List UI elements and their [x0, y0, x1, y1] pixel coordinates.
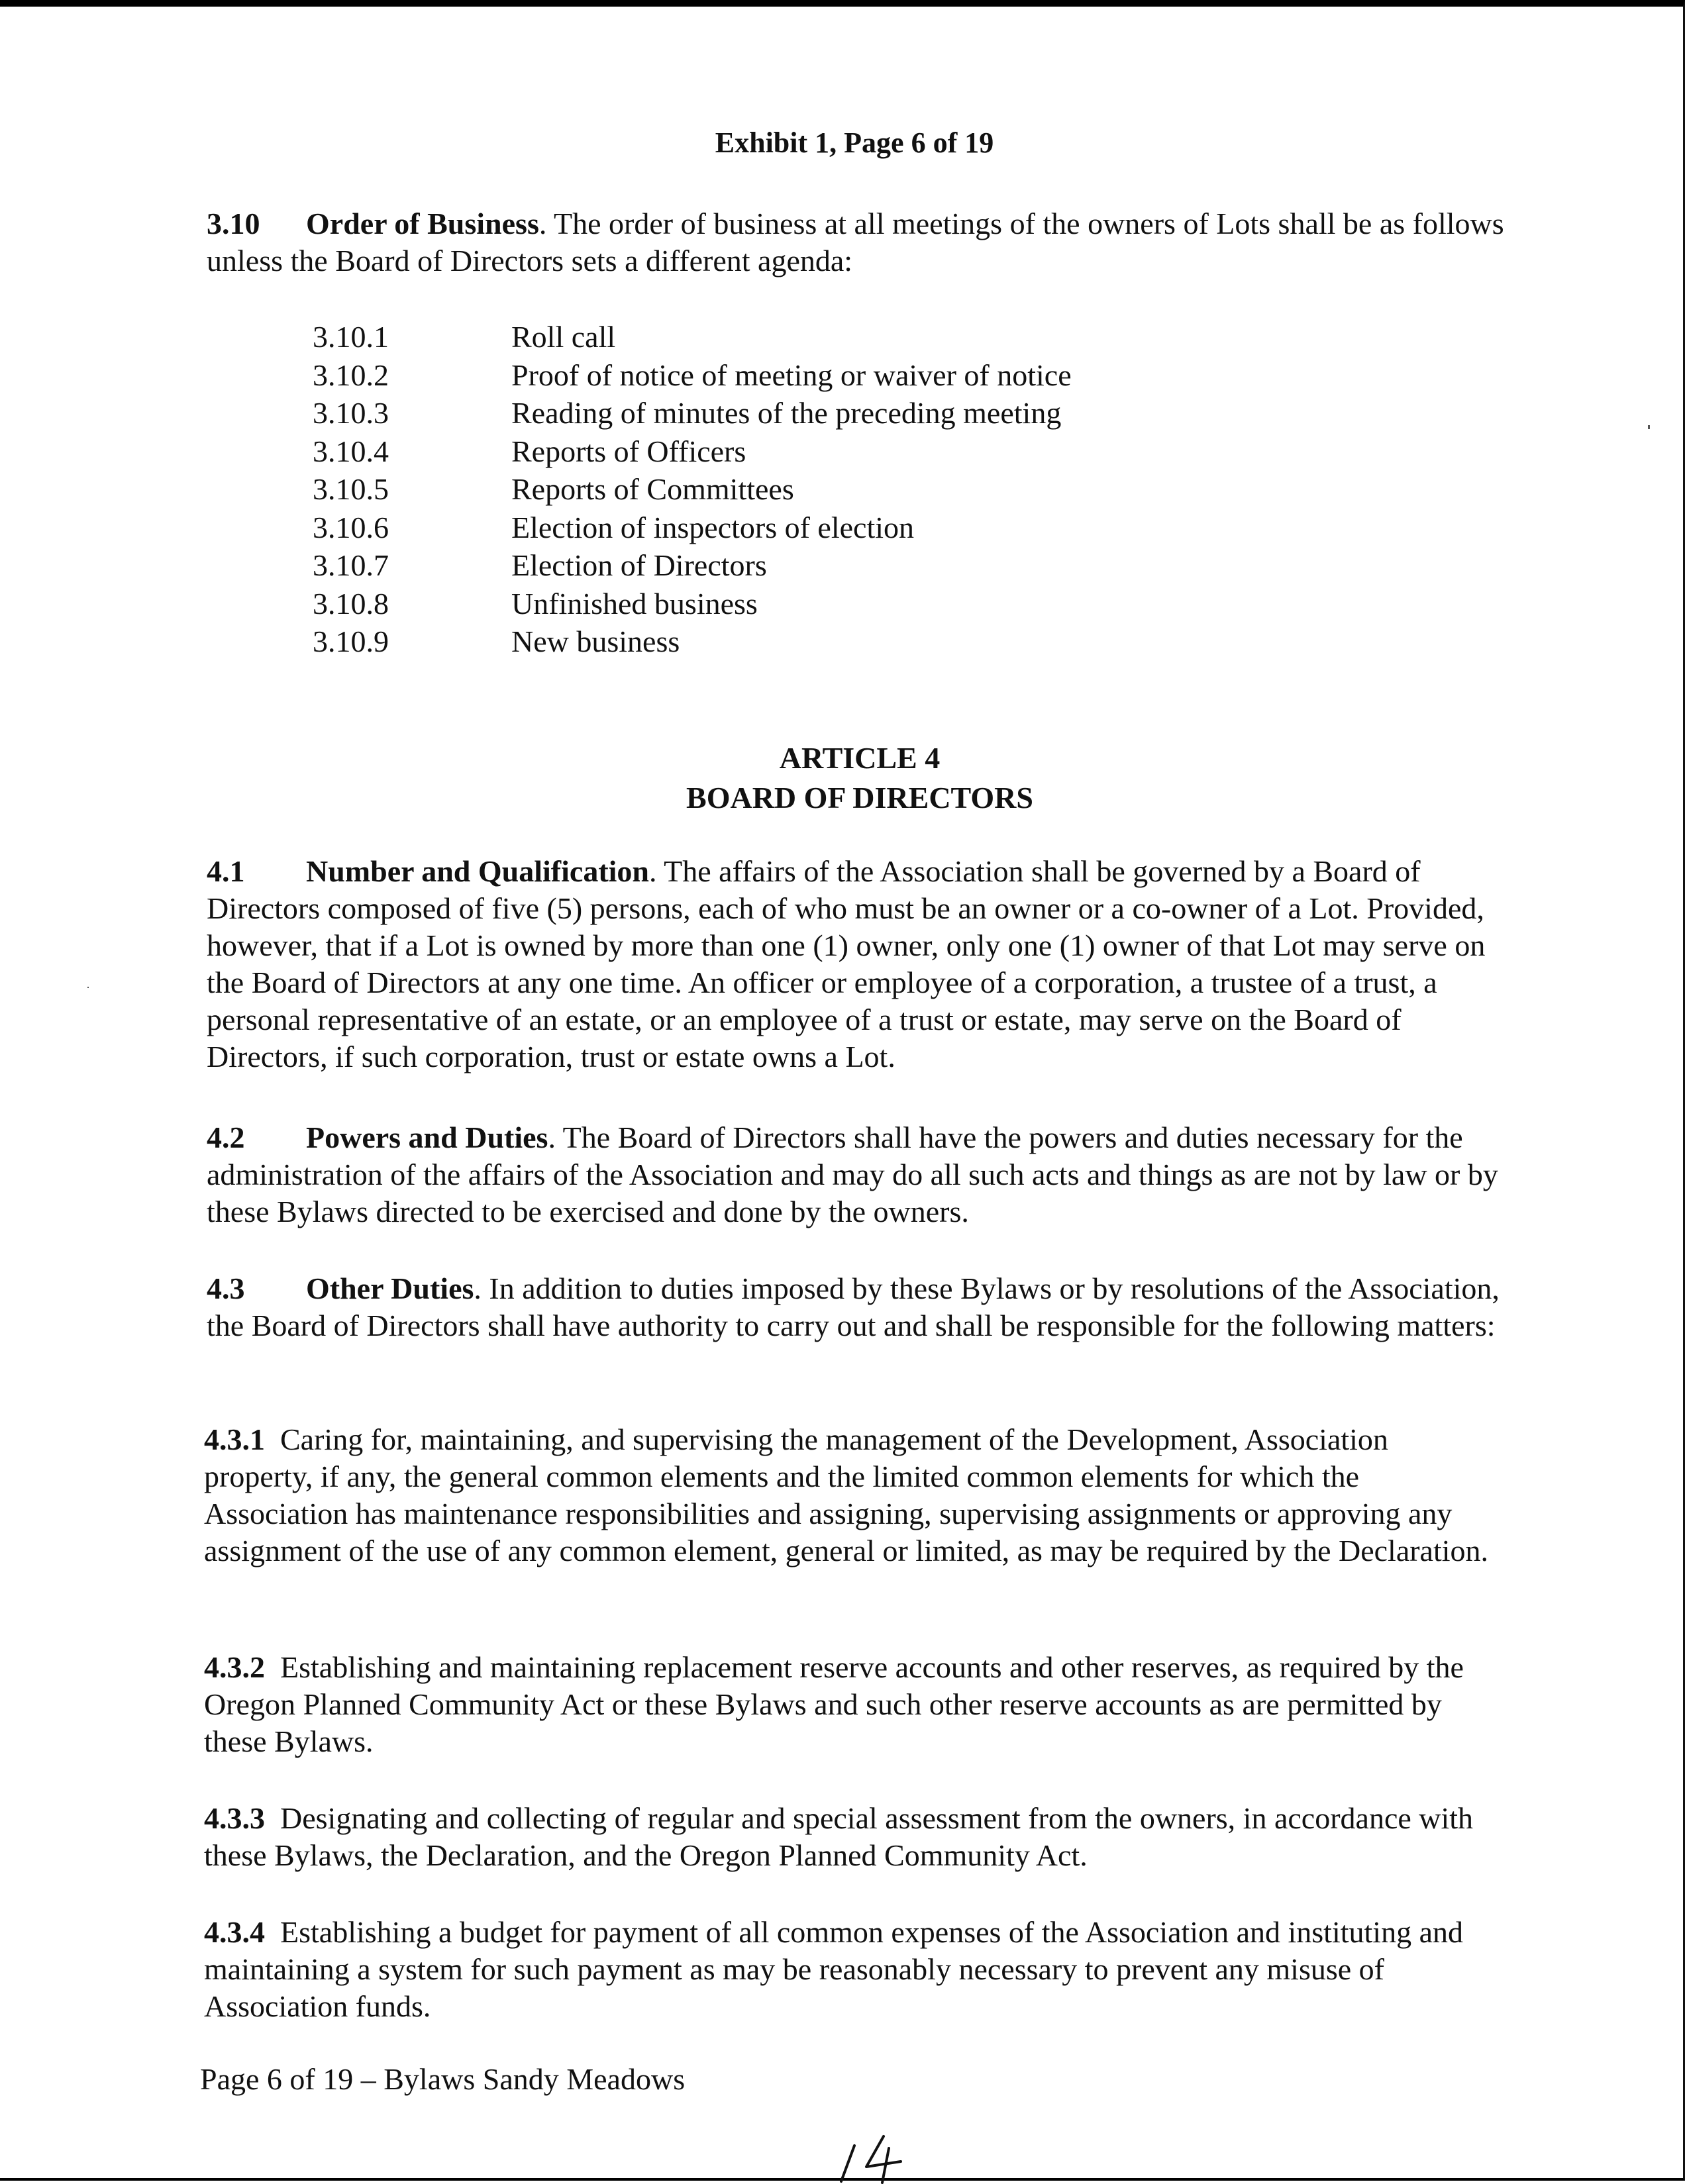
subsection-number: 4.3.3	[204, 1801, 265, 1835]
section-body: . The order of business at all meetings of the owners of Lots shall be as follows unless the Board of Directors sets a different agenda:	[207, 207, 1504, 277]
agenda-number: 3.10.3	[313, 396, 389, 430]
agenda-item	[313, 546, 1072, 585]
article-heading	[0, 738, 1685, 818]
handwritten-page-mark	[832, 2131, 911, 2184]
agenda-label: Reports of Committees	[511, 472, 794, 506]
agenda-number: 3.10.5	[313, 472, 389, 506]
agenda-label: Election of Directors	[511, 548, 767, 582]
section-title: Number and Qualification	[306, 854, 649, 888]
agenda-item	[313, 585, 1072, 623]
section-title: Powers and Duties	[306, 1120, 548, 1154]
agenda-number: 3.10.1	[313, 320, 389, 354]
scan-speck	[1648, 425, 1650, 429]
section-body: . The Board of Directors shall have the powers and duties necessary for the administration of the affairs of the Association and may do all such acts and things as are not by law or by these Bylaws directed to be exercised and done by the owners.	[207, 1120, 1498, 1228]
subsection-number: 4.3.1	[204, 1422, 265, 1456]
agenda-number: 3.10.9	[313, 624, 389, 658]
agenda-number: 3.10.2	[313, 358, 389, 392]
agenda-list	[313, 318, 1072, 661]
scan-speck	[87, 987, 89, 988]
section-3-10	[207, 205, 1505, 279]
agenda-item	[313, 356, 1072, 395]
article-number: ARTICLE 4	[779, 741, 941, 775]
agenda-number: 3.10.8	[313, 586, 389, 620]
agenda-item	[313, 318, 1072, 356]
subsection-4-3-4	[204, 1914, 1502, 2025]
agenda-number: 3.10.4	[313, 434, 389, 468]
subsection-4-3-1	[204, 1421, 1502, 1569]
agenda-item	[313, 432, 1072, 471]
article-title: BOARD OF DIRECTORS	[686, 781, 1033, 815]
subsection-number: 4.3.2	[204, 1650, 265, 1684]
subsection-4-3-2	[204, 1649, 1502, 1760]
section-title: Order of Business	[306, 207, 539, 240]
subsection-body: Caring for, maintaining, and supervising the management of the Development, Association property, if any, the general common elements and the limited common elements for which the Association has maintenance responsibilities and assigning, supervising assignments or approving any assignment of the use of any common element, general or limited, as may be required by the Declaration.	[204, 1422, 1489, 1567]
agenda-label: Reports of Officers	[511, 434, 746, 468]
section-4-2	[207, 1119, 1505, 1230]
subsection-body: Establishing a budget for payment of all common expenses of the Association and instituting and maintaining a system for such payment as may be reasonably necessary to prevent any misuse of Association funds.	[204, 1915, 1464, 2023]
section-number: 3.10	[207, 207, 260, 240]
agenda-item	[313, 470, 1072, 509]
agenda-item	[313, 394, 1072, 432]
section-number: 4.3	[207, 1271, 245, 1305]
agenda-label: Proof of notice of meeting or waiver of notice	[511, 358, 1072, 392]
subsection-4-3-3	[204, 1800, 1502, 1874]
agenda-item	[313, 509, 1072, 547]
section-number: 4.1	[207, 854, 245, 888]
section-4-1	[207, 853, 1505, 1075]
section-4-3	[207, 1270, 1505, 1344]
agenda-item	[313, 622, 1072, 661]
subsection-body: Establishing and maintaining replacement reserve accounts and other reserves, as required by the Oregon Planned Community Act or these Bylaws and such other reserve accounts as are permitted by these Bylaws.	[204, 1650, 1464, 1758]
agenda-label: Unfinished business	[511, 586, 758, 620]
section-title: Other Duties	[306, 1271, 474, 1305]
section-number: 4.2	[207, 1120, 245, 1154]
agenda-label: New business	[511, 624, 680, 658]
section-body: . The affairs of the Association shall be governed by a Board of Directors composed of five (5) persons, each of who must be an owner or a co-owner of a Lot. Provided, however, that if a Lot is owned by more than one (1) owner, only one (1) owner of that Lot may serve on the Board of Directors at any one time. An officer or employee of a corporation, a trustee of a trust, a personal representative of an estate, or an employee of a trust or estate, may serve on the Board of Directors, if such corporation, trust or estate owns a Lot.	[207, 854, 1486, 1073]
subsection-body: Designating and collecting of regular and special assessment from the owners, in accordance with these Bylaws, the Declaration, and the Oregon Planned Community Act.	[204, 1801, 1474, 1872]
agenda-label: Roll call	[511, 320, 616, 354]
agenda-label: Election of inspectors of election	[511, 510, 915, 544]
section-body: . In addition to duties imposed by these Bylaws or by resolutions of the Association, the Board of Directors shall have authority to carry out and shall be responsible for the following matters:	[207, 1271, 1500, 1342]
agenda-label: Reading of minutes of the preceding meeting	[511, 396, 1062, 430]
page-footer: Page 6 of 19 – Bylaws Sandy Meadows	[200, 2062, 686, 2096]
exhibit-header: Exhibit 1, Page 6 of 19	[715, 126, 994, 159]
agenda-number: 3.10.6	[313, 510, 389, 544]
subsection-number: 4.3.4	[204, 1915, 265, 1949]
agenda-number: 3.10.7	[313, 548, 389, 582]
